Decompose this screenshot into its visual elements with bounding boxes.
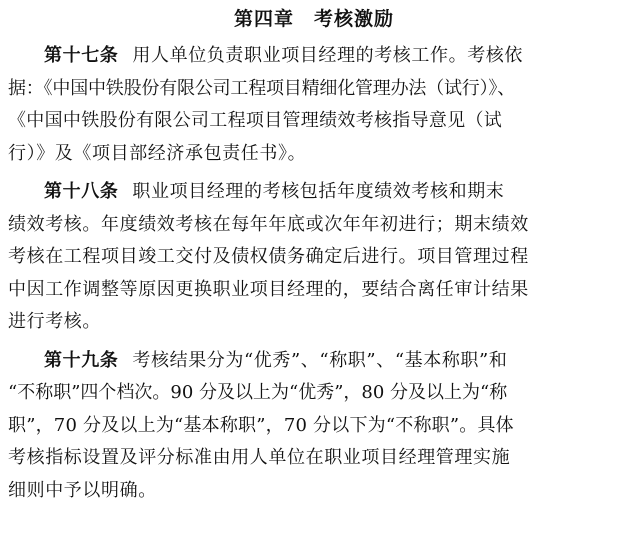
article-19-line-4: 考核指标设置及评分标准由用人单位在职业项目经理管理实施 [8, 447, 511, 468]
article-17-text-1: 用人单位负责职业项目经理的考核工作。考核依 [132, 45, 524, 66]
article-17-line-2: 据：《中国中铁股份有限公司工程项目精细化管理办法（试行）》、 [8, 77, 515, 99]
article-19-line-5: 细则中予以明确。 [8, 479, 157, 501]
article-18-text-1: 职业项目经理的考核包括年度绩效考核和期末 [132, 181, 505, 202]
article-19-line-3: 职”，70 分及以上为“基本称职”，70 分以下为“不称职”。具体 [8, 414, 514, 436]
article-19 [8, 345, 620, 508]
document-page [8, 6, 620, 507]
article-18-line-3: 考核在工程项目竣工交付及债权债务确定后进行。项目管理过程 [8, 246, 529, 267]
article-18-line-5: 进行考核。 [8, 311, 101, 332]
article-18-line-2: 绩效考核。年度绩效考核在每年年底或次年年初进行；期末绩效 [8, 213, 529, 235]
article-17-line-1 [8, 40, 620, 73]
article-19-text-1: 考核结果分为“优秀”、“称职”、“基本称职”和 [132, 349, 508, 371]
article-17-line-4: 行）》及《项目部经济承包责任书》。 [8, 142, 307, 164]
article-18-line-1 [8, 176, 620, 209]
article-17-label: 第十七条 [44, 45, 119, 66]
article-19-label: 第十九条 [44, 349, 119, 371]
chapter-title: 第四章 考核激励 [233, 8, 394, 30]
article-18 [8, 176, 620, 339]
article-19-line-2: “不称职”四个档次。90 分及以上为“优秀”，80 分及以上为“称 [8, 382, 508, 403]
article-17 [8, 40, 620, 170]
article-18-line-4: 中因工作调整等原因更换职业项目经理的，要结合离任审计结果 [8, 278, 529, 300]
article-17-line-3: 《中国中铁股份有限公司工程项目管理绩效考核指导意见（试 [8, 110, 503, 131]
article-19-line-1 [8, 345, 620, 378]
article-18-label: 第十八条 [44, 181, 119, 202]
